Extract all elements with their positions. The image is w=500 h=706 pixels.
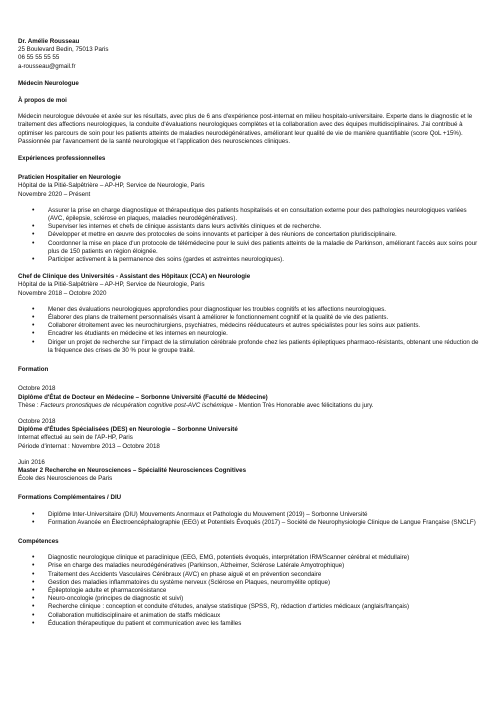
- list-item: • Diriger un projet de recherche sur l'impact de la stimulation cérébrale profonde chez les patients épileptiques pharmaco-résistants, obtenant une réduction de la fréquence des crises de 30 % pour le groupe traité.: [18, 339, 480, 355]
- list-item: • Encadrer les étudiants en médecine et les internes en neurologie.: [18, 330, 480, 338]
- list-item: • Superviser les internes et chefs de clinique assistants dans leurs activités cliniques et de recherche.: [18, 223, 480, 231]
- job-title: Médecin Neurologue: [18, 79, 79, 87]
- list-item: • Gestion des maladies inflammatoires du système nerveux (Sclérose en Plaques, neuromyélite optique): [18, 579, 480, 587]
- thesis-title: Facteurs pronostiques de récupération cognitive post-AVC ischémique: [40, 401, 234, 409]
- header: [18, 38, 480, 71]
- job-dates-2: Novembre 2018 – Octobre 2020: [18, 289, 107, 297]
- education-date-1: Octobre 2018: [18, 385, 56, 393]
- thesis-line: [18, 402, 480, 410]
- list-item: • Diagnostic neurologique clinique et paraclinique (EEG, EMG, potentiels évoqués, interprétation IRM/Scanner cérébral et médullaire): [18, 554, 480, 562]
- job-title-2: Chef de Clinique des Universités - Assistant des Hôpitaux (CCA) en Neurologie: [18, 273, 251, 281]
- education-date-3: Juin 2016: [18, 458, 45, 466]
- education-detail: Période d'internat : Novembre 2013 – Octobre 2018: [18, 442, 160, 450]
- job-1-bullets: [18, 207, 480, 264]
- list-item: • Assurer la prise en charge diagnostique et thérapeutique des patients hospitalisés et en consultation externe pour des pathologies neurologiques variées (AVC, épilepsie, sclérose en plaques, maladies neurodégénératives).: [18, 207, 480, 223]
- job-place-2: Hôpital de la Pitié-Salpêtrière – AP-HP, Service de Neurologie, Paris: [18, 281, 205, 289]
- email: a-rousseau@gmail.fr: [18, 62, 76, 70]
- thesis-mention: - Mention Très Honorable avec félicitations du jury.: [233, 401, 374, 409]
- list-item: • Traitement des Accidents Vasculaires Cérébraux (AVC) en phase aiguë et en prévention secondaire: [18, 571, 480, 579]
- thesis-label: Thèse :: [18, 401, 41, 409]
- list-item: • Mener des évaluations neurologiques approfondies pour diagnostiquer les troubles cognitifs et les affections neurologiques.: [18, 306, 480, 314]
- address: 25 Boulevard Bedin, 75013 Paris: [18, 46, 109, 54]
- job-1: [18, 174, 480, 264]
- list-item: • Recherche clinique : conception et conduite d'études, analyse statistique (SPSS, R), rédaction d'articles médicaux (anglais/français): [18, 603, 480, 611]
- job-2-bullets: [18, 306, 480, 355]
- education-heading: Formation: [18, 366, 49, 374]
- complementary-list: [18, 511, 480, 527]
- education-title-2: Diplôme d'Études Spécialisées (DES) en Neurologie – Sorbonne Université: [18, 426, 238, 434]
- complementary-heading: Formations Complémentaires / DIU: [18, 494, 122, 502]
- education-title-3: Master 2 Recherche en Neurosciences – Spécialité Neurosciences Cognitives: [18, 466, 247, 474]
- education-2: [18, 418, 480, 451]
- list-item: • Diplôme Inter-Universitaire (DIU) Mouvements Anormaux et Pathologie du Mouvement (2019) – Sorbonne Université: [18, 511, 480, 519]
- list-item: • Participer activement à la permanence des soins (gardes et astreintes neurologiques).: [18, 256, 480, 264]
- job-2: [18, 273, 480, 355]
- list-item: • Éducation thérapeutique du patient et communication avec les familles: [18, 620, 480, 628]
- job-dates-1: Novembre 2020 – Présent: [18, 190, 91, 198]
- list-item: • Neuro-oncologie (principes de diagnostic et suivi): [18, 595, 480, 603]
- list-item: • Collaborer étroitement avec les neurochirurgiens, psychiatres, médecins rééducateurs et autres spécialistes pour les soins aux patients.: [18, 322, 480, 330]
- list-item: • Collaboration multidisciplinaire et animation de staffs médicaux: [18, 612, 480, 620]
- candidate-name: Dr. Amélie Rousseau: [18, 38, 80, 45]
- job-place-1: Hôpital de la Pitié-Salpêtrière – AP-HP, Service de Neurologie, Paris: [18, 182, 205, 190]
- about-text: Médecin neurologue dévouée et axée sur les résultats, avec plus de 6 ans d'expérience post-internat en milieu hospitalo-universitaire. Experte dans le diagnostic et le traitement des affections neurologiques, la conduite d'évaluations neurologiques complètes et la collaboration avec des équipes multidisciplinaires. J'ai contribué à optimiser les parcours de soin pour les patients atteints de maladies neurodégénératives, améliorant leur qualité de vie de manière quantifiable (score QoL +15%). Passionnée par l'avancement de la santé neurologique et l'application des neurosciences cliniques.: [18, 113, 473, 145]
- about-heading: À propos de moi: [18, 97, 67, 105]
- experience-heading: Expériences professionnelles: [18, 155, 106, 163]
- education-1: [18, 385, 480, 410]
- list-item: • Prise en charge des maladies neurodégénératives (Parkinson, Alzheimer, Sclérose Latérale Amyotrophique): [18, 562, 480, 570]
- list-item: • Développer et mettre en œuvre des protocoles de soins innovants et participer à des réunions de concertation pluridisciplinaire.: [18, 231, 480, 239]
- phone: 06 55 55 55 55: [18, 54, 60, 62]
- list-item: • Formation Avancée en Électroencéphalographie (EEG) et Potentiels Évoqués (2017) – Société de Neurophysiologie Clinique de Langue Française (SNCLF): [18, 519, 480, 527]
- list-item: • Élaborer des plans de traitement personnalisés visant à améliorer le fonctionnement cognitif et la qualité de vie des patients.: [18, 314, 480, 322]
- education-detail: Internat effectué au sein de l'AP-HP, Paris: [18, 434, 133, 442]
- job-title-1: Praticien Hospitalier en Neurologie: [18, 174, 121, 182]
- cv-page: [18, 38, 480, 628]
- education-3: [18, 459, 480, 484]
- list-item: • Épileptologie adulte et pharmacorésistance: [18, 587, 480, 595]
- education-title-1: Diplôme d'État de Docteur en Médecine – Sorbonne Université (Faculté de Médecine): [18, 393, 268, 401]
- list-item: • Coordonner la mise en place d'un protocole de télémédecine pour le suivi des patients atteints de la maladie de Parkinson, améliorant l'accès aux soins pour plus de 150 patients en région éloignée.: [18, 240, 480, 256]
- skills-heading: Compétences: [18, 537, 59, 545]
- education-detail: École des Neurosciences de Paris: [18, 475, 113, 483]
- education-date-2: Octobre 2018: [18, 417, 56, 425]
- skills-list: [18, 554, 480, 628]
